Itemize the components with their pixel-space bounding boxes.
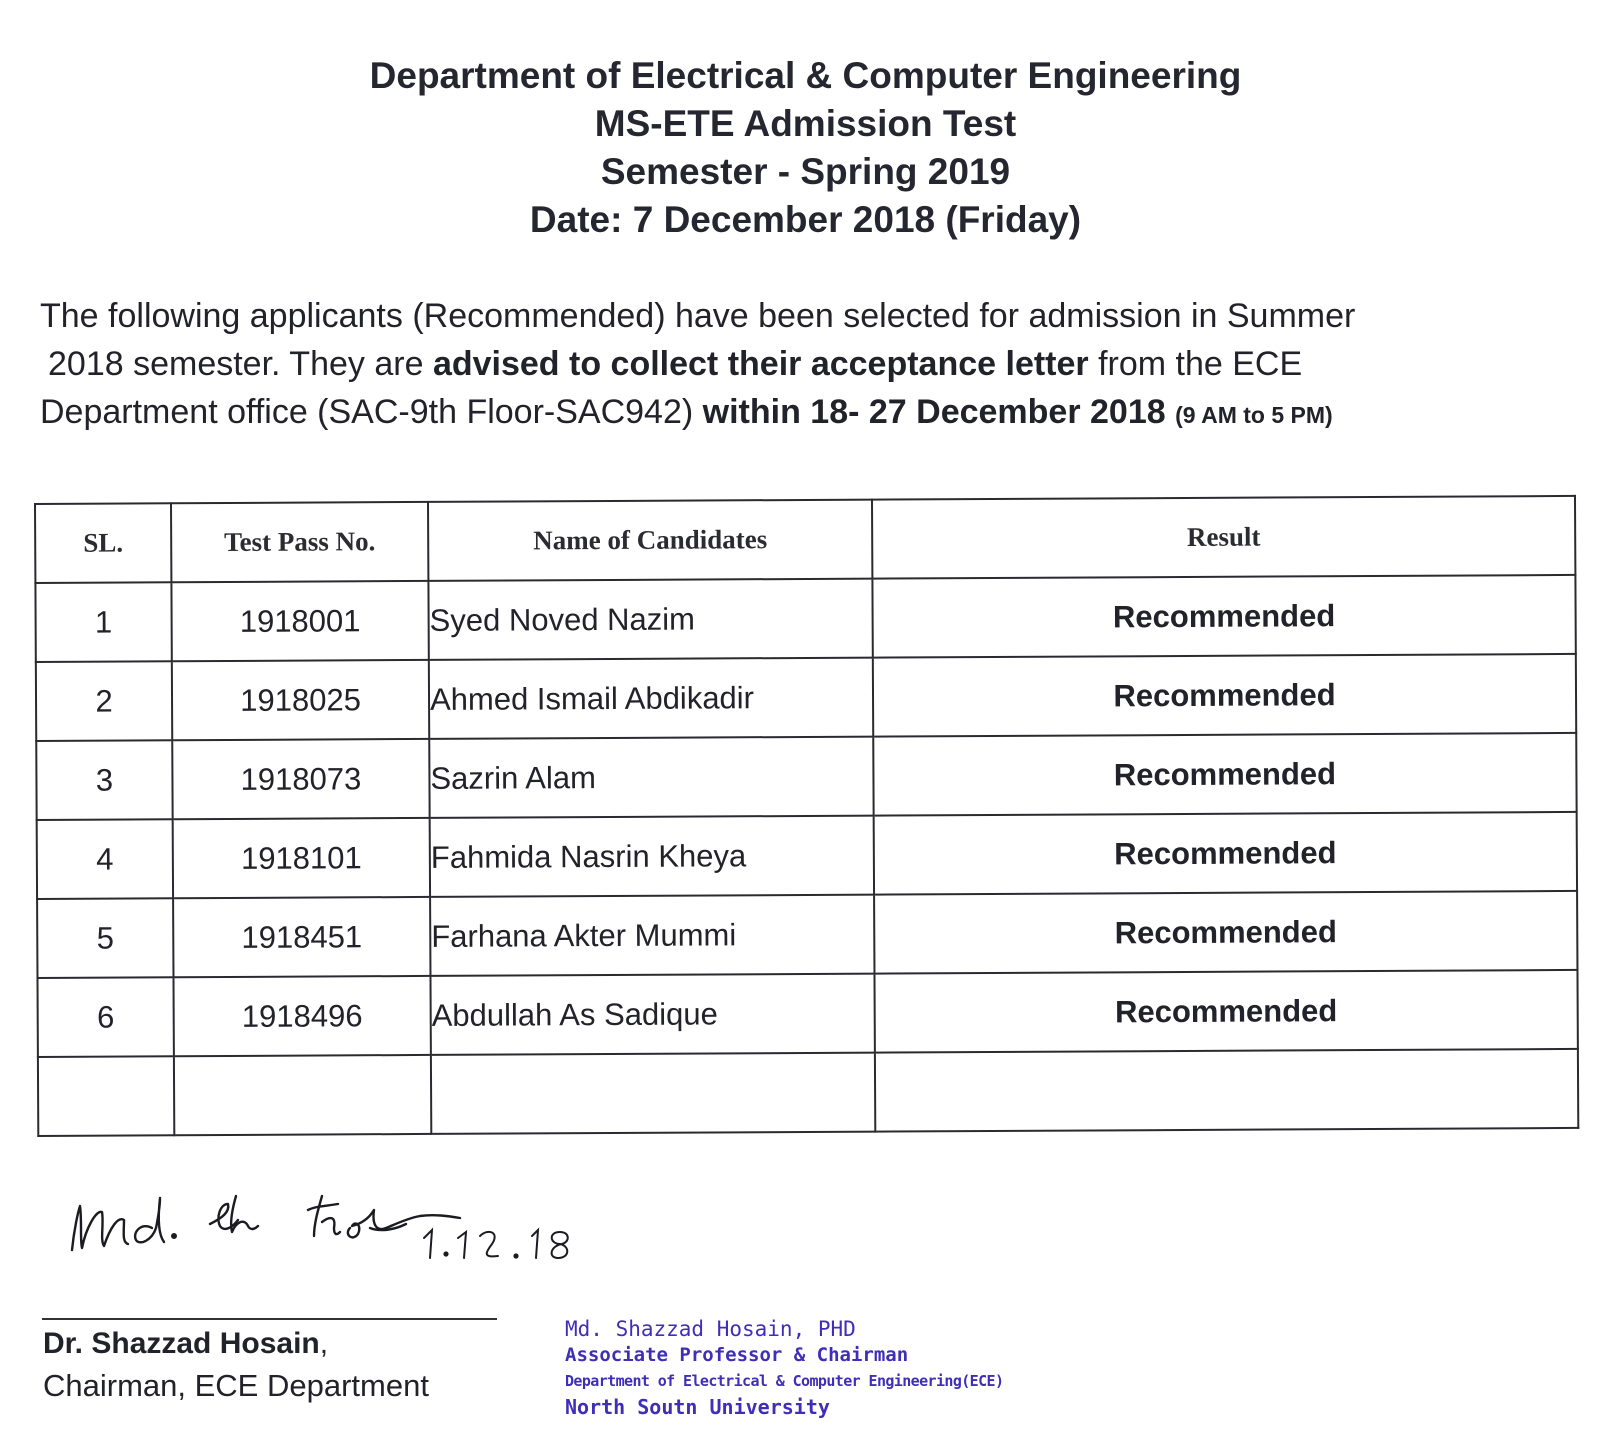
cell-result: Recommended xyxy=(874,970,1577,1053)
cell-name: Fahmida Nasrin Kheya xyxy=(430,816,874,897)
cell-result xyxy=(875,1049,1578,1132)
header-result: Result xyxy=(872,496,1575,579)
semester-title: Semester - Spring 2019 xyxy=(600,151,1011,192)
intro-text-1: The following applicants (Recommended) have been selected for admission in Summer xyxy=(40,297,1356,335)
stamp-university: North Soutn University xyxy=(565,1395,830,1419)
cell-test-pass-no: 1918101 xyxy=(173,818,430,898)
cell-result: Recommended xyxy=(874,812,1577,895)
cell-test-pass-no: 1918073 xyxy=(172,739,429,819)
cell-test-pass-no xyxy=(174,1055,431,1135)
table-row-empty xyxy=(38,1049,1578,1136)
signer-title: Chairman, ECE Department xyxy=(43,1368,429,1403)
signer-name-comma: , xyxy=(319,1327,329,1360)
intro-line-2 xyxy=(40,340,1585,388)
cell-result: Recommended xyxy=(874,891,1577,974)
signer-name xyxy=(43,1327,328,1361)
table-row xyxy=(37,812,1577,899)
cell-name: Farhana Akter Mummi xyxy=(430,895,874,976)
handwritten-signature xyxy=(60,1188,620,1298)
official-stamp xyxy=(565,1316,1003,1420)
document-header xyxy=(0,52,1611,244)
results-table xyxy=(34,495,1579,1137)
cell-result: Recommended xyxy=(872,575,1575,658)
stamp-name: Md. Shazzad Hosain, PHD xyxy=(565,1317,856,1341)
department-title: Department of Electrical & Computer Engineering xyxy=(369,55,1242,96)
stamp-position: Associate Professor & Chairman xyxy=(565,1344,909,1366)
cell-result: Recommended xyxy=(873,654,1576,737)
cell-sl: 1 xyxy=(35,582,171,662)
signer-name-text: Dr. Shazzad Hosain xyxy=(43,1327,320,1360)
cell-sl xyxy=(38,1056,174,1136)
cell-sl: 4 xyxy=(37,819,173,899)
cell-result: Recommended xyxy=(873,733,1576,816)
intro-emphasis-deadline: within 18- 27 December 2018 xyxy=(702,393,1166,431)
intro-text-3a: Department office (SAC-9th Floor-SAC942) xyxy=(40,393,703,431)
cell-name: Abdullah As Sadique xyxy=(430,974,874,1055)
cell-test-pass-no: 1918496 xyxy=(173,976,430,1056)
intro-line-1 xyxy=(40,292,1585,340)
cell-sl: 5 xyxy=(37,898,173,978)
intro-line-3 xyxy=(40,388,1585,439)
table-row xyxy=(36,733,1576,820)
signature-line xyxy=(42,1318,497,1320)
header-sl: SL. xyxy=(35,503,171,583)
table-row xyxy=(36,654,1576,741)
cell-name: Syed Noved Nazim xyxy=(428,579,872,660)
test-date: Date: 7 December 2018 (Friday) xyxy=(529,199,1082,240)
cell-name xyxy=(431,1053,875,1134)
header-name: Name of Candidates xyxy=(428,500,872,581)
test-title: MS-ETE Admission Test xyxy=(594,103,1017,144)
intro-text-2c: from the ECE xyxy=(1088,345,1303,383)
intro-paragraph xyxy=(40,292,1585,439)
intro-emphasis-collect: advised to collect their acceptance letter xyxy=(432,345,1089,383)
stamp-department: Department of Electrical & Computer Engineering(ECE) xyxy=(565,1372,1004,1390)
table-row xyxy=(35,575,1575,662)
header-test-pass-no: Test Pass No. xyxy=(171,502,428,582)
table-row xyxy=(37,970,1577,1057)
signature-drawing xyxy=(60,1188,620,1298)
cell-name: Ahmed Ismail Abdikadir xyxy=(429,658,873,739)
cell-sl: 2 xyxy=(36,661,172,741)
cell-test-pass-no: 1918001 xyxy=(171,581,428,661)
table-header-row xyxy=(35,496,1575,583)
cell-test-pass-no: 1918025 xyxy=(172,660,429,740)
cell-test-pass-no: 1918451 xyxy=(173,897,430,977)
intro-office-hours: (9 AM to 5 PM) xyxy=(1175,402,1333,428)
cell-name: Sazrin Alam xyxy=(429,737,873,818)
table-row xyxy=(37,891,1577,978)
cell-sl: 3 xyxy=(36,740,172,820)
cell-sl: 6 xyxy=(37,977,173,1057)
intro-text-2a: 2018 semester. They are xyxy=(48,345,433,383)
